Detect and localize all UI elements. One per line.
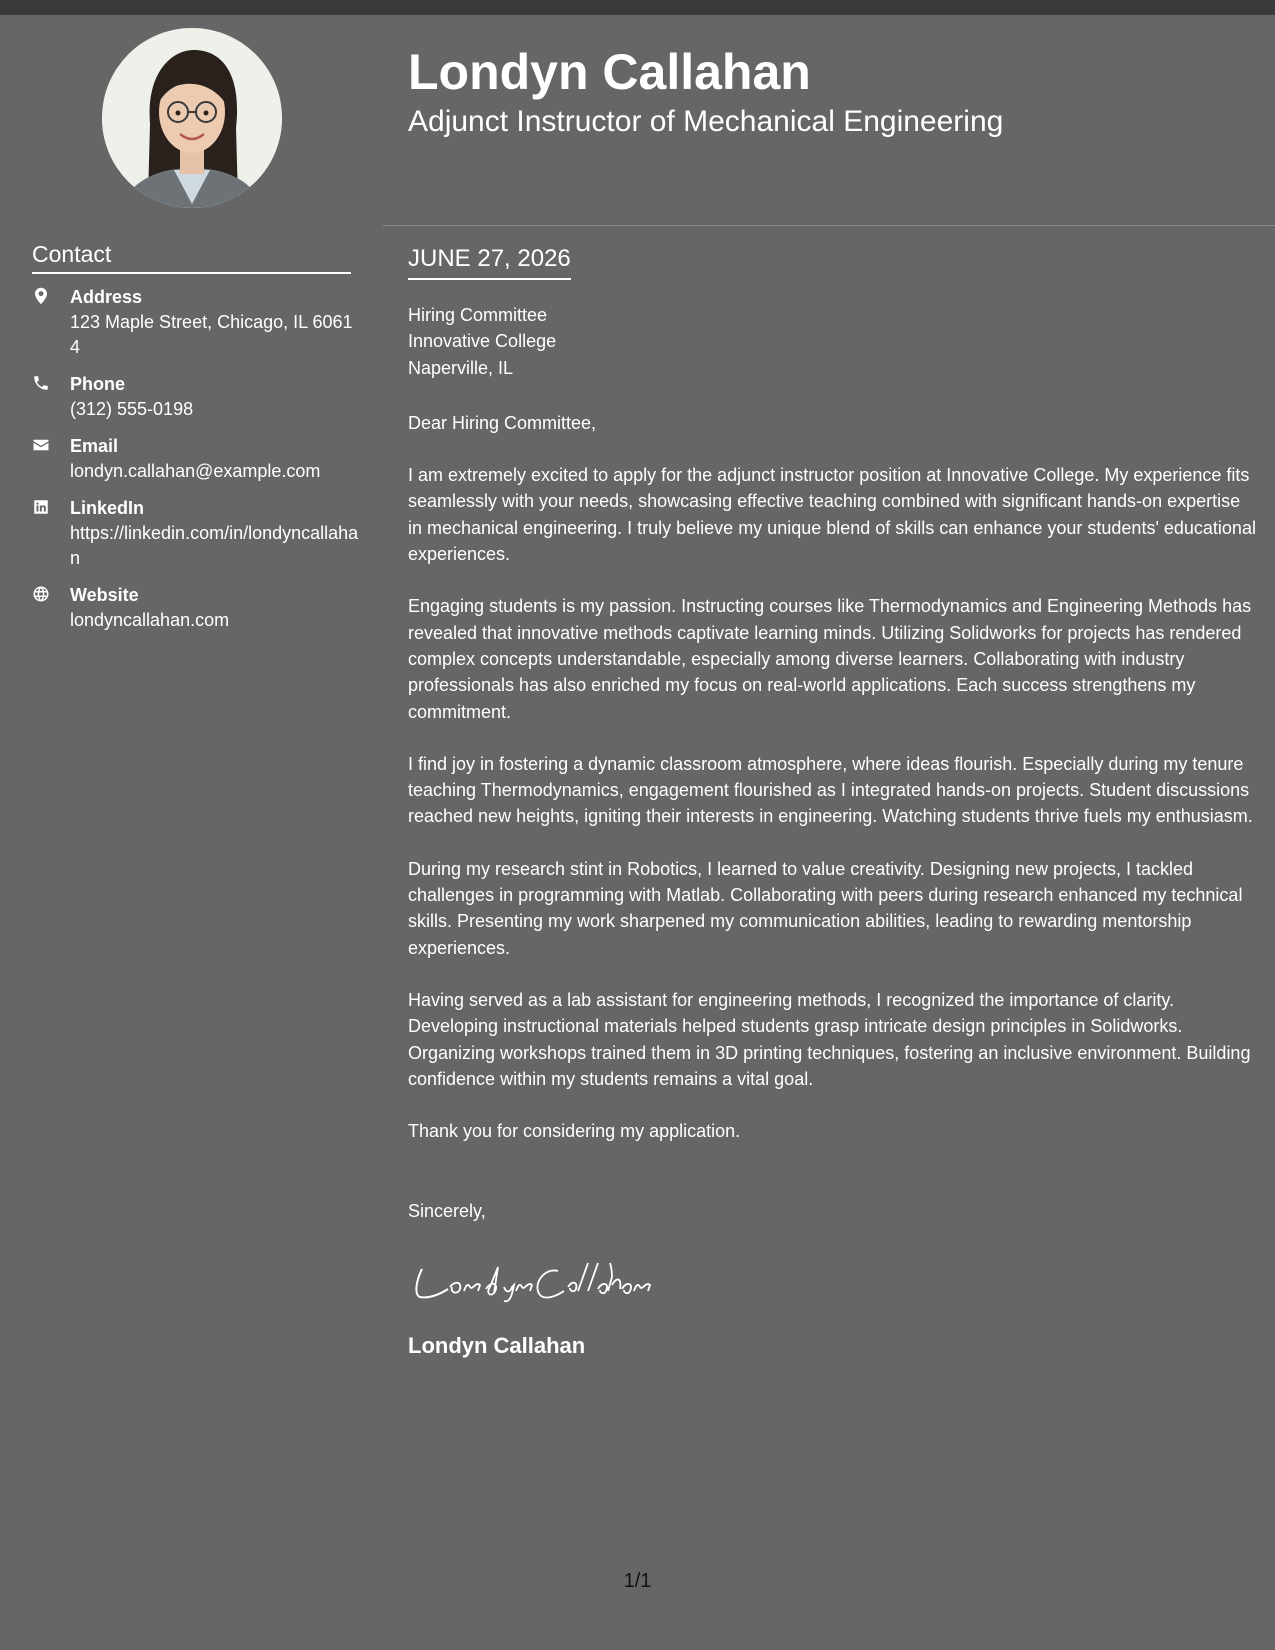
contact-heading: Contact xyxy=(32,241,351,274)
applicant-name: Londyn Callahan xyxy=(408,44,811,100)
website-value: londyncallahan.com xyxy=(70,610,230,630)
signature-image xyxy=(408,1251,668,1311)
contact-item-linkedin xyxy=(32,496,362,571)
linkedin-icon xyxy=(32,496,70,571)
profile-photo-image xyxy=(102,28,282,208)
letter-date: JUNE 27, 2026 xyxy=(408,244,571,280)
handwritten-signature xyxy=(408,1251,1258,1311)
top-bar xyxy=(0,0,1275,15)
address-value: 123 Maple Street, Chicago, IL 60614 xyxy=(70,312,353,357)
applicant-title: Adjunct Instructor of Mechanical Engineering xyxy=(408,105,1004,138)
letter-body xyxy=(408,302,1258,1359)
recipient-block xyxy=(408,302,1258,381)
contact-label: Website xyxy=(70,585,139,605)
contact-label: Email xyxy=(70,436,119,456)
paragraph: I find joy in fostering a dynamic classroom atmosphere, where ideas flourish. Especially during my tenure teaching Thermodynamics, engagement flourished as I integrated hands-on projects. Student discussions reached new heights, igniting their interests in engineering. Watching students thrive fuels my enthusiasm. xyxy=(408,753,1253,827)
signer-name: Londyn Callahan xyxy=(408,1332,586,1358)
paragraph: During my research stint in Robotics, I learned to value creativity. Designing new projects, I tackled challenges in programming with Matlab. Collaborating with peers during research enhanced my technical skills. Presenting my work sharpened my communication abilities, leading to rewarding mentorship experiences. xyxy=(408,858,1243,958)
phone-icon xyxy=(32,372,70,422)
contact-label: Phone xyxy=(70,374,126,394)
paragraph: Engaging students is my passion. Instructing courses like Thermodynamics and Engineering Methods has revealed that innovative methods captivate learning minds. Utilizing Solidworks for projects has rendered complex concepts understandable, especially among diverse learners. Collaborating with industry professionals has also enriched my focus on real-world applications. Each success strengthens my commitment. xyxy=(408,596,1252,722)
recipient-line: Hiring Committee xyxy=(408,305,548,325)
email-value: londyn.callahan@example.com xyxy=(70,461,321,481)
linkedin-value: https://linkedin.com/in/londyncallahan xyxy=(70,523,359,568)
contact-item-address xyxy=(32,285,362,360)
contact-label: LinkedIn xyxy=(70,498,145,518)
phone-value: (312) 555-0198 xyxy=(70,399,194,419)
contact-item-email xyxy=(32,434,362,484)
salutation: Dear Hiring Committee, xyxy=(408,412,597,433)
page-number: 1/1 xyxy=(623,1570,652,1592)
recipient-line: Naperville, IL xyxy=(408,357,514,378)
profile-photo xyxy=(102,28,282,208)
paragraph: I am extremely excited to apply for the adjunct instructor position at Innovative College. My experience fits seamlessly with your needs, showcasing effective teaching combined with significant hands-on expertise in mechanical engineering. I truly believe my unique blend of skills can enhance your students' educational experiences. xyxy=(408,465,1256,565)
contact-item-phone xyxy=(32,372,362,422)
paragraph: Thank you for considering my application. xyxy=(408,1121,741,1142)
envelope-icon xyxy=(32,434,70,484)
globe-icon xyxy=(32,583,70,633)
paragraph: Having served as a lab assistant for engineering methods, I recognized the importance of clarity. Developing instructional materials helped students grasp intricate design principles in Solidworks. Organizing workshops trained them in 3D printing techniques, fostering an inclusive environment. Building confidence within my students remains a vital goal. xyxy=(408,989,1251,1089)
sidebar xyxy=(0,15,383,1650)
contact-item-website xyxy=(32,583,362,633)
contact-label: Address xyxy=(70,287,143,307)
header-divider xyxy=(383,225,1275,226)
contact-list xyxy=(32,285,362,645)
closing: Sincerely, xyxy=(408,1201,486,1222)
map-pin-icon xyxy=(32,285,70,360)
recipient-line: Innovative College xyxy=(408,331,557,352)
